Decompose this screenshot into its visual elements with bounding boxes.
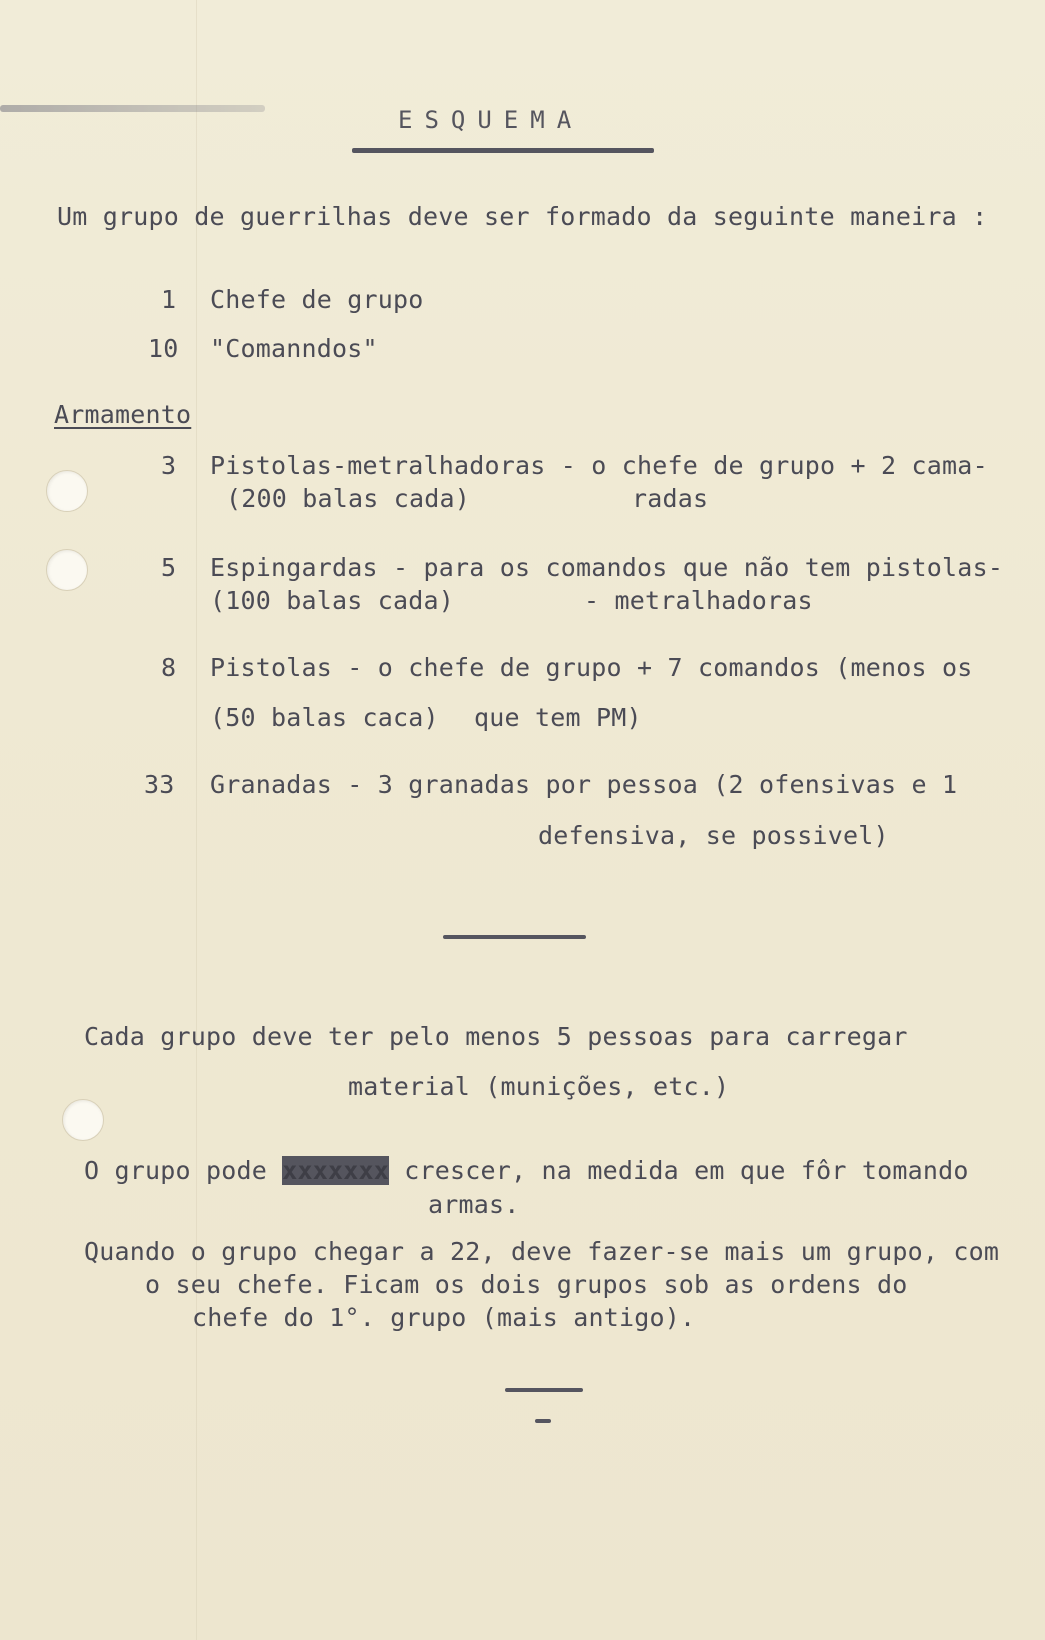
armament-line-1a: Pistolas-metralhadoras - o chefe de grupo + 2 cama- [210, 451, 988, 480]
armament-line-2b: (100 balas cada) [210, 586, 455, 615]
armament-line-1c: radas [632, 484, 709, 513]
end-divider [505, 1388, 583, 1392]
armament-line-2c: - metralhadoras [584, 586, 813, 615]
para3-line2: o seu chefe. Ficam os dois grupos sob as ordens do [145, 1270, 908, 1299]
group-qty-2: 10 [148, 334, 179, 363]
armament-qty-4: 33 [144, 770, 175, 799]
document-title: ESQUEMA [398, 106, 584, 134]
armament-line-4a: Granadas - 3 granadas por pessoa (2 ofensivas e 1 [210, 770, 958, 799]
group-label-1: Chefe de grupo [210, 285, 424, 314]
armament-qty-3: 8 [161, 653, 177, 682]
pencil-stroke-mark [0, 105, 265, 112]
title-underline [352, 148, 654, 153]
end-dash [535, 1419, 551, 1423]
para1-line2: material (munições, etc.) [348, 1072, 730, 1101]
group-qty-1: 1 [161, 285, 177, 314]
para3-line3: chefe do 1°. grupo (mais antigo). [192, 1303, 696, 1332]
armament-line-1b: (200 balas cada) [226, 484, 471, 513]
punch-hole-top [46, 470, 88, 512]
para2-line2: armas. [428, 1190, 520, 1219]
armament-qty-2: 5 [161, 553, 177, 582]
group-label-2: "Comanndos" [210, 334, 378, 363]
armament-qty-1: 3 [161, 451, 177, 480]
para3-line1: Quando o grupo chegar a 22, deve fazer-se mais um grupo, com [84, 1237, 1000, 1266]
armament-line-2a: Espingardas - para os comandos que não tem pistolas- [210, 553, 1004, 582]
section-divider [443, 935, 586, 939]
paper-fold-line [196, 0, 197, 1640]
para2-post: crescer, na medida em que fôr tomando [389, 1156, 969, 1185]
armament-line-3c: que tem PM) [474, 703, 642, 732]
para2-struck-word: xxxxxxx [282, 1156, 390, 1185]
para2-pre: O grupo pode [84, 1156, 283, 1185]
armament-line-3a: Pistolas - o chefe de grupo + 7 comandos (menos os [210, 653, 973, 682]
armament-line-3b: (50 balas caca) [210, 703, 439, 732]
punch-hole-bottom [62, 1099, 104, 1141]
armament-heading: Armamento [54, 400, 192, 429]
intro-text: Um grupo de guerrilhas deve ser formado da seguinte maneira : [57, 202, 988, 231]
para1-line1: Cada grupo deve ter pelo menos 5 pessoas para carregar [84, 1022, 908, 1051]
armament-line-4b: defensiva, se possivel) [538, 821, 889, 850]
para2-line1 [84, 1156, 969, 1186]
punch-hole-middle [46, 549, 88, 591]
